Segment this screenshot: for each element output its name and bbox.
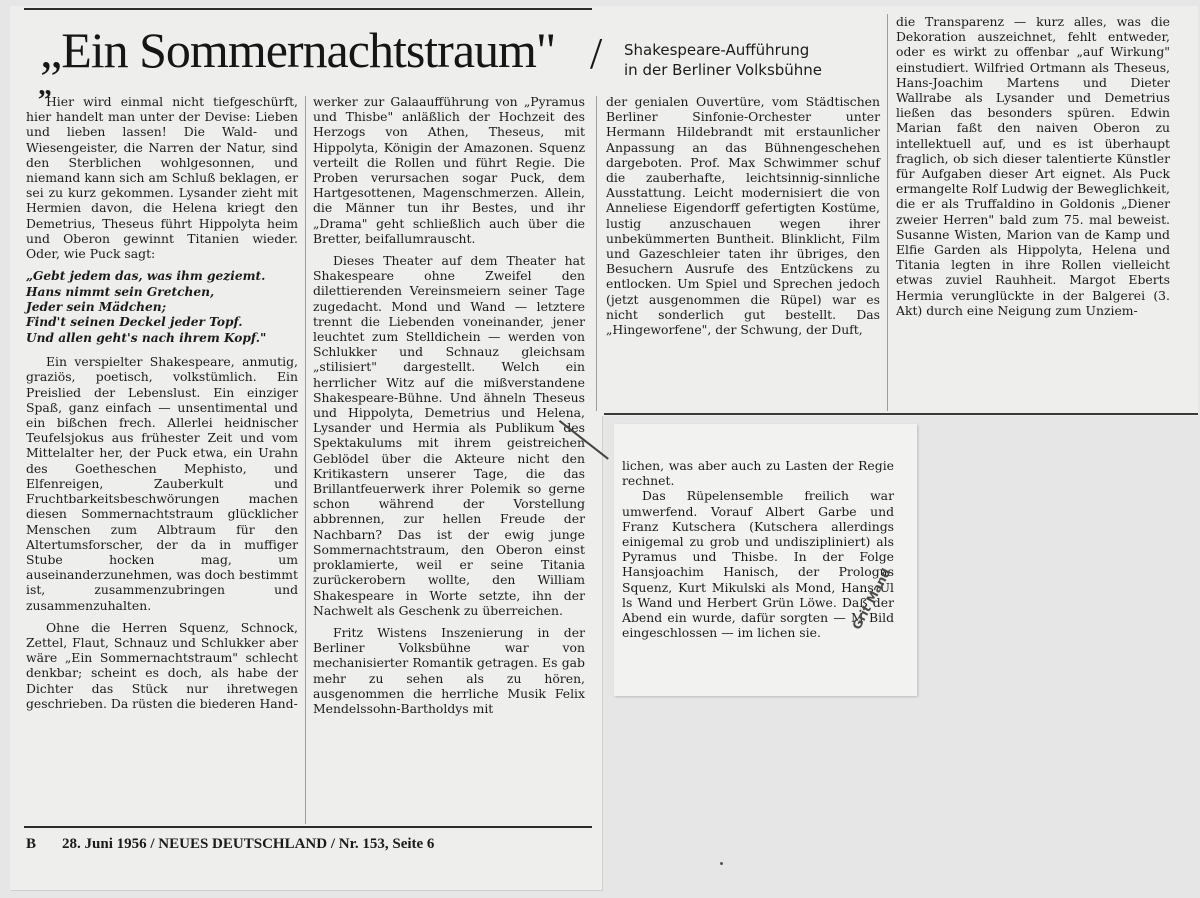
paragraph: Ein verspielter Shakespeare, anmutig, graziös, poetisch, volkstümlich. Ein Preislied der Lebenslust. Ein einziger Spaß, ganz einfach — unsentimental und ein bißchen frech. Allerlei heidnischer Teufelsjokus aus frühester Zeit und vom Mittelalter her, der Puck etwa, ein Urahn des Goetheschen Mephisto, und Elfenreigen, Zauberkult und Fruchtbarkeitsbeschwörungen machen diesen Sommernachtstraum glücklicher Menschen zum Albtraum für den Altertumsforscher, der da in muffiger Stube hocken mag, um auseinanderzunehmen, was doch bestimmt ist, zusammenzubringen und zusammenzuhalten.: [26, 354, 298, 613]
paragraph: die Transparenz — kurz alles, was die Dekoration auszeichnet, fehlt entweder, oder es wirkt zu offenbar „auf Wirkung" einstudiert. Wilfried Ortmann als Theseus, Hans-Joachim Martens und Dieter Wallrabe als Lysander und Demetrius ließen das besonders spüren. Edwin Marian faßt den naiven Oberon zu intellektuell auf, und es ist überhaupt fraglich, ob sich dieser talentierte Künstler für Aufgaben dieser Art eignet. Als Puck ermangelte Rolf Ludwig der Beweglichkeit, die er als Truffaldino in Goldonis „Diener zweier Herren" bald zum 75. mal beweist. Susanne Wisten, Marion van de Kamp und Elfie Garden als Hippolyta, Helena und Titania legten in ihre Rollen vielleicht etwas zuviel Rauhheit. Margot Eberts Hermia verunglückte in der Balgerei (3. Akt) durch eine Neigung zum Unziem-: [896, 14, 1170, 318]
puck-verse: [26, 269, 298, 346]
article-column-3: [606, 94, 880, 337]
paragraph: Das Rüpelensemble freilich war umwerfend. Vorauf Albert Garbe und Franz Kutschera (Kutschera allerdings einigemal zu grob und undiszipliniert) als Pyramus und Thisbe. In der Folge Hansjoachim Hanisch, der Prologus Squenz, Kurt Mikulski als Mond, Hans Ul ls Wand und Herbert Grün Löwe. Daß der Abend ein wurde, dafür sorgten — M Bild eingeschlossen — im lichen sie.: [622, 488, 894, 641]
continuation-rule: [604, 413, 1198, 415]
article-column-1: [26, 94, 298, 711]
verse-line: Find't seinen Deckel jeder Topf.: [26, 315, 243, 330]
opening-quote-mark: „: [38, 70, 52, 101]
paragraph: Ohne die Herren Squenz, Schnock, Zettel, Flaut, Schnauz und Schlukker aber wäre „Ein Sommernachtstraum" schlecht denkbar; scheint es doch, als habe der Dichter das Stück nur ihretwegen geschrieben. Da rüsten die biederen Hand-: [26, 619, 298, 711]
subheadline-line-1: Shakespeare-Aufführung: [624, 41, 810, 59]
column-divider: [596, 96, 597, 411]
dateline-text: 28. Juni 1956 / NEUES DEUTSCHLAND / Nr. 153, Seite 6: [62, 836, 435, 852]
verse-line: Und allen geht's nach ihrem Kopf.": [26, 330, 267, 345]
paragraph: Dieses Theater auf dem Theater hat Shakespeare ohne Zweifel den dilettierenden Vereinsmeiern seiner Tage zugedacht. Mond und Wand — letztere trennt die Liebenden voneinander, jener leuchtet zum Stelldichein — werden von Schlukker und Schnauz gleichsam „stilisiert" dargestellt. Welch ein herrlicher Witz auf die mißverstandene Shakespeare-Bühne. Und ähneln Theseus und Hippolyta, Demetrius und Helena, Lysander und Hermia als Publikum des Spektakulums mit ihrem geistreichen Geblödel über die Akteure nicht den Kritikastern unserer Tage, die das Brillantfeuerwerk ihrer Polemik so gerne schon während der Vorstellung abbrennen, zur hellen Freude der Nachbarn? Das ist der ewig junge Sommernachtstraum, den Oberon einst proklamierte, weil er seine Titania zurückerobern wollte, den William Shakespeare in Worte setzte, ihn der Nachwelt als Geschenk zu überreichen.: [313, 253, 585, 618]
verse-line: Jeder sein Mädchen;: [26, 300, 167, 315]
headline-separator: /: [590, 29, 603, 78]
section-letter: B: [26, 836, 37, 852]
subheadline-line-2: in der Berliner Volksbühne: [624, 61, 823, 79]
paragraph: Fritz Wistens Inszenierung in der Berliner Volksbühne war von mechanisierter Romantik getragen. Es gab mehr zu sehen als zu hören, ausgenommen die herrliche Musik Felix Mendelssohn-Bartholdys mit: [313, 624, 585, 716]
headline: „Ein Sommernachtstraum": [40, 22, 556, 78]
column-divider: [887, 14, 888, 411]
speck: [720, 862, 723, 865]
paragraph: der genialen Ouvertüre, vom Städtischen Berliner Sinfonie-Orchester unter Hermann Hildebrandt mit erstaunlicher Anpassung an das Bühnengeschehen dargeboten. Prof. Max Schwimmer schuf die zauberhafte, leichtsinnig-sinnliche Ausstattung. Leicht modernisiert die von Anneliese Eigendorff gefertigten Kostüme, lustig anzuschauen wegen ihrer unbekümmerten Buntheit. Blinklicht, Film und Gazeschleier taten ihr übriges, den Besuchern Ausrufe des Entzückens zu entlocken. Um Spiel und Sprechen jedoch (jetzt ausgenommen die Rüpel) war es nicht sonderlich gut bestellt. Das „Hingeworfene", der Schwung, der Duft,: [606, 94, 880, 338]
paragraph: Hier wird einmal nicht tiefgeschürft, hier handelt man unter der Devise: Lieben und lieben lassen! Die Wald- und Wiesengeister, die Narren der Natur, sind den Sterblichen wohlgesonnen, und niemand kann sich am Schluß beklagen, er sei zu kurz gekommen. Lysander zieht mit Hermien davon, die Helena kriegt den Demetrius, Theseus führt Hippolyta heim und Oberon gewinnt Titanien wieder. Oder, wie Puck sagt:: [26, 94, 298, 262]
paragraph: lichen, was aber auch zu Lasten der Regie rechnet.: [622, 458, 894, 489]
column-divider: [305, 96, 306, 824]
verse-line: Hans nimmt sein Gretchen,: [26, 284, 215, 299]
verse-line: „Gebt jedem das, was ihm geziemt.: [26, 269, 266, 284]
archive-stamp: Grit Mand: [849, 566, 894, 632]
dateline: [26, 836, 434, 853]
paragraph: werker zur Galaaufführung von „Pyramus und Thisbe" anläßlich der Hochzeit des Herzogs von Athen, Theseus, mit Hippolyta, Königin der Amazonen. Squenz verteilt die Rollen und führt Regie. Die Proben verursachen sogar Puck, dem Hartgesottenen, Magenschmerzen. Allein, die Männer tun ihr Bestes, und ihr „Drama" geht schließlich auch über die Bretter, beifallumrauscht.: [313, 94, 585, 246]
article-column-5: [622, 458, 894, 640]
article-column-4: [896, 14, 1170, 318]
top-rule: [24, 8, 592, 10]
bottom-rule: [24, 826, 592, 828]
subheadline: [624, 40, 822, 80]
article-column-2: [313, 94, 585, 716]
